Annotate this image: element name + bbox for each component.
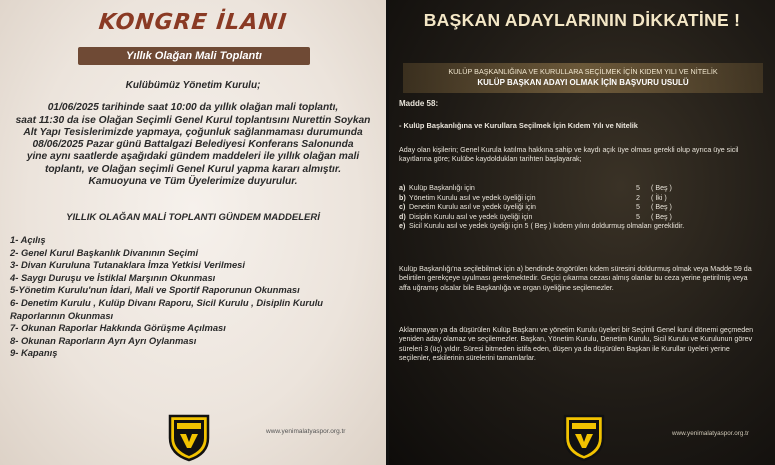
list-item (399, 222, 719, 232)
intro-line: yine aynı saatlerde aşağıdaki gündem maddeleri ile yıllık olağan mali (26, 151, 360, 163)
article-subtitle: - Kulüp Başkanlığına ve Kurullara Seçilmek İçin Kıdem Yılı ve Nitelik (399, 121, 638, 130)
item-years: 5 (636, 184, 640, 192)
subtitle-text: Yıllık Olağan Mali Toplantı (126, 50, 262, 62)
item-letter: c) (399, 203, 406, 212)
item-text: Denetim Kurulu asıl ve yedek üyeliği için (409, 203, 536, 212)
club-crest-icon (166, 412, 212, 465)
item-letter: e) (399, 222, 406, 231)
agenda-title: YILLIK OLAĞAN MALİ TOPLANTI GÜNDEM MADDELERİ (66, 212, 320, 223)
agenda-item: 9- Kapanış (10, 347, 58, 359)
agenda-item: 2- Genel Kurul Başkanlık Divanının Seçimi (10, 246, 199, 258)
item-text: Sicil Kurulu asıl ve yedek üyeliği için 5 ( Beş ) kıdem yılını doldurmuş olmaları gereklidir. (409, 222, 685, 231)
item-years: 2 (636, 193, 640, 202)
agenda-item: Raporlarının Okunması (10, 309, 114, 321)
intro-line: Kamuoyuna ve Tüm Üyelerimize duyurulur. (88, 176, 298, 188)
agenda-item: 4- Saygı Duruşu ve İstiklal Marşının Okunması (10, 271, 216, 283)
item-years-word: ( Beş ) (651, 184, 672, 192)
item-years: 5 (636, 203, 640, 212)
announcement-title: KONGRE İLANI (97, 10, 289, 35)
item-years-word: ( Beş ) (651, 203, 672, 212)
paragraph-1: Aday olan kişilerin; Genel Kurula katılma hakkına sahip ve kaydı açık üye olması gerekli olup ayrıca üye sicil kayıtlarına göre; Kulübe kaydoldukları tarihten başlayarak; (399, 146, 739, 164)
paragraph-2: Kulüp Başkanlığı'na seçilebilmek için a) bendinde öngörülen kıdem süresini doldurmuş olmak veya Madde 59 da belirtilen gerekçeye uyulması gerekmektedir. Geçici çıkarma cezası almış olanlar bu ceza yerine getirilmiş veya affa uğramış olsalar bile Başkanlığa ve organ üyeliğine seçilemezler. (399, 265, 752, 292)
left-announcement-panel (0, 0, 386, 465)
agenda-item: 5-Yönetim Kurulu'nun İdari, Mali ve Sportif Raporunun Okunması (10, 284, 300, 296)
item-years-word: ( Beş ) (651, 212, 672, 221)
banner-line-1: KULÜP BAŞKANLIĞINA VE KURULLARA SEÇİLMEK İÇİN KIDEM YILI VE NİTELİK (448, 67, 718, 76)
agenda-item: 7- Okunan Raporlar Hakkında Görüşme Açılması (10, 322, 226, 334)
intro-body (10, 102, 376, 188)
requirements-banner (403, 63, 763, 93)
banner-line-2: KULÜP BAŞKAN ADAYI OLMAK İÇİN BAŞVURU USULÜ (477, 78, 689, 87)
agenda-item: 8- Okunan Raporların Ayrı Ayrı Oylanması (10, 334, 197, 346)
intro-line: Alt Yapı Tesislerimizde yapmaya, çoğunluk sağlanmaması durumunda (23, 126, 363, 138)
list-item (399, 213, 719, 223)
item-letter: a) (399, 184, 406, 192)
agenda-list (10, 234, 370, 360)
right-candidates-panel (389, 0, 775, 465)
club-crest-icon (561, 412, 607, 465)
list-item (399, 194, 719, 204)
intro-line: toplantı, ve Olağan seçimli Genel Kurul yapma kararı almıştır. (44, 163, 342, 175)
item-letter: d) (399, 212, 406, 221)
item-text: Disiplin Kurulu asıl ve yedek üyeliği için (409, 212, 533, 221)
agenda-item: 1- Açılış (10, 234, 46, 245)
intro-line: saat 11:30 da ise Olağan Seçimli Genel Kurul toplantısını Nurettin Soykan (15, 114, 371, 126)
item-letter: b) (399, 193, 406, 202)
greeting: Kulübümüz Yönetim Kurulu; (125, 80, 261, 91)
intro-line: 01/06/2025 tarihinde saat 10:00 da yıllık olağan mali toplantı, (47, 102, 339, 114)
subtitle-banner (78, 47, 310, 65)
seniority-list (399, 184, 719, 232)
item-text: Kulüp Başkanlığı için (409, 184, 475, 192)
paragraph-3: Aklanmayan ya da düşürülen Kulüp Başkanı ve yönetim Kurulu üyeleri bir Seçimli Genel kurul dönemi geçmeden yeniden aday olamaz ve seçilemezler. Başkan, Yönetim Kurulu, Denetim Kurulu, Sicil Kurulu ve Kurulunun görev süreleri 3 (üç) yıldır. Süresi bitmeden istifa eden, düşen ya da düşürülen Başkan ile Kurullar üyeleri yerine seçilenler, eskilerinin sürelerini tamamlarlar. (399, 326, 754, 363)
intro-line: 08/06/2025 Pazar günü Battalgazi Belediyesi Konferans Salonunda (32, 139, 354, 151)
article-number: Madde 58: (399, 99, 439, 108)
list-item (399, 184, 719, 194)
agenda-item: 6- Denetim Kurulu , Kulüp Divanı Raporu, Sicil Kurulu , Disiplin Kurulu (10, 296, 324, 308)
intro-text (10, 80, 376, 188)
website-url: www.yenimalatyaspor.org.tr (672, 430, 749, 437)
item-years-word: ( İki ) (651, 193, 667, 202)
candidates-title: BAŞKAN ADAYLARININ DİKKATİNE ! (423, 10, 741, 30)
item-years: 5 (636, 212, 640, 221)
website-url: www.yenimalatyaspor.org.tr (266, 428, 346, 435)
agenda-item: 3- Divan Kuruluna Tutanaklara İmza Yetkisi Verilmesi (10, 259, 245, 271)
item-text: Yönetim Kurulu asıl ve yedek üyeliği için (409, 193, 536, 202)
list-item (399, 203, 719, 213)
